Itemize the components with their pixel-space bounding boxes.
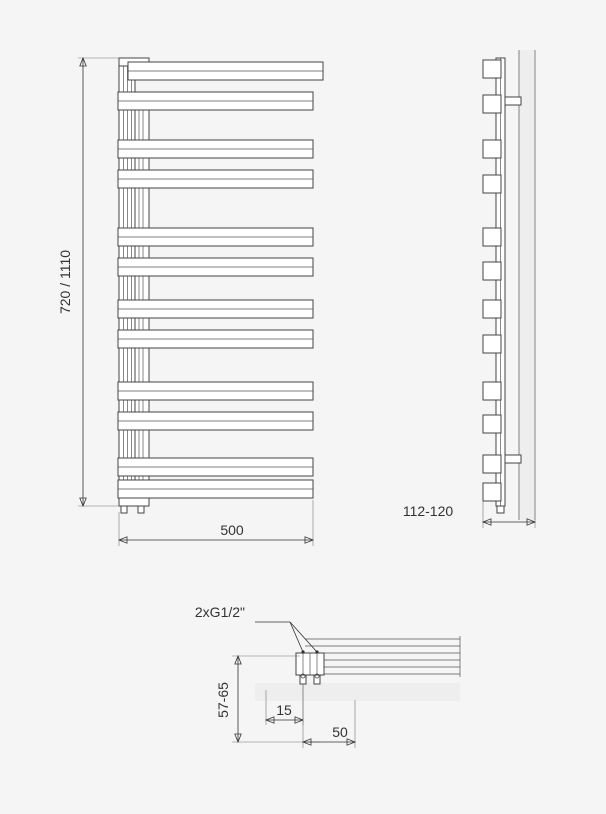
detail-rail-lines: [305, 636, 460, 677]
front-vertical-manifolds: [119, 58, 149, 506]
connection-thread-label: 2xG1/2": [194, 604, 245, 620]
front-bottom-connectors: [121, 506, 144, 513]
side-wall-brackets: [505, 97, 521, 463]
center-offset-label: 15: [276, 702, 292, 718]
connector-spacing-label: 50: [332, 724, 348, 740]
side-wall-surface: [519, 50, 535, 520]
height-dimension-label: 720 / 1110: [57, 249, 73, 315]
depth-dimension-label: 112-120: [402, 503, 454, 519]
side-elevation-view: [483, 50, 535, 520]
width-dimension: [119, 500, 313, 546]
bar-group-1: [118, 62, 323, 110]
side-vertical-tube: [496, 58, 505, 506]
detail-connection-leader: [195, 604, 319, 654]
wall-offset-label: 57-65: [215, 682, 231, 718]
width-dimension-label: 500: [220, 522, 244, 538]
front-elevation-view: [118, 58, 323, 513]
side-bottom-connector: [497, 506, 504, 513]
detail-connector-block: [296, 653, 324, 684]
height-dimension: [57, 58, 119, 506]
depth-dimension: [403, 501, 535, 528]
detail-wall-band: [255, 683, 460, 701]
connection-detail-view: [195, 604, 460, 748]
